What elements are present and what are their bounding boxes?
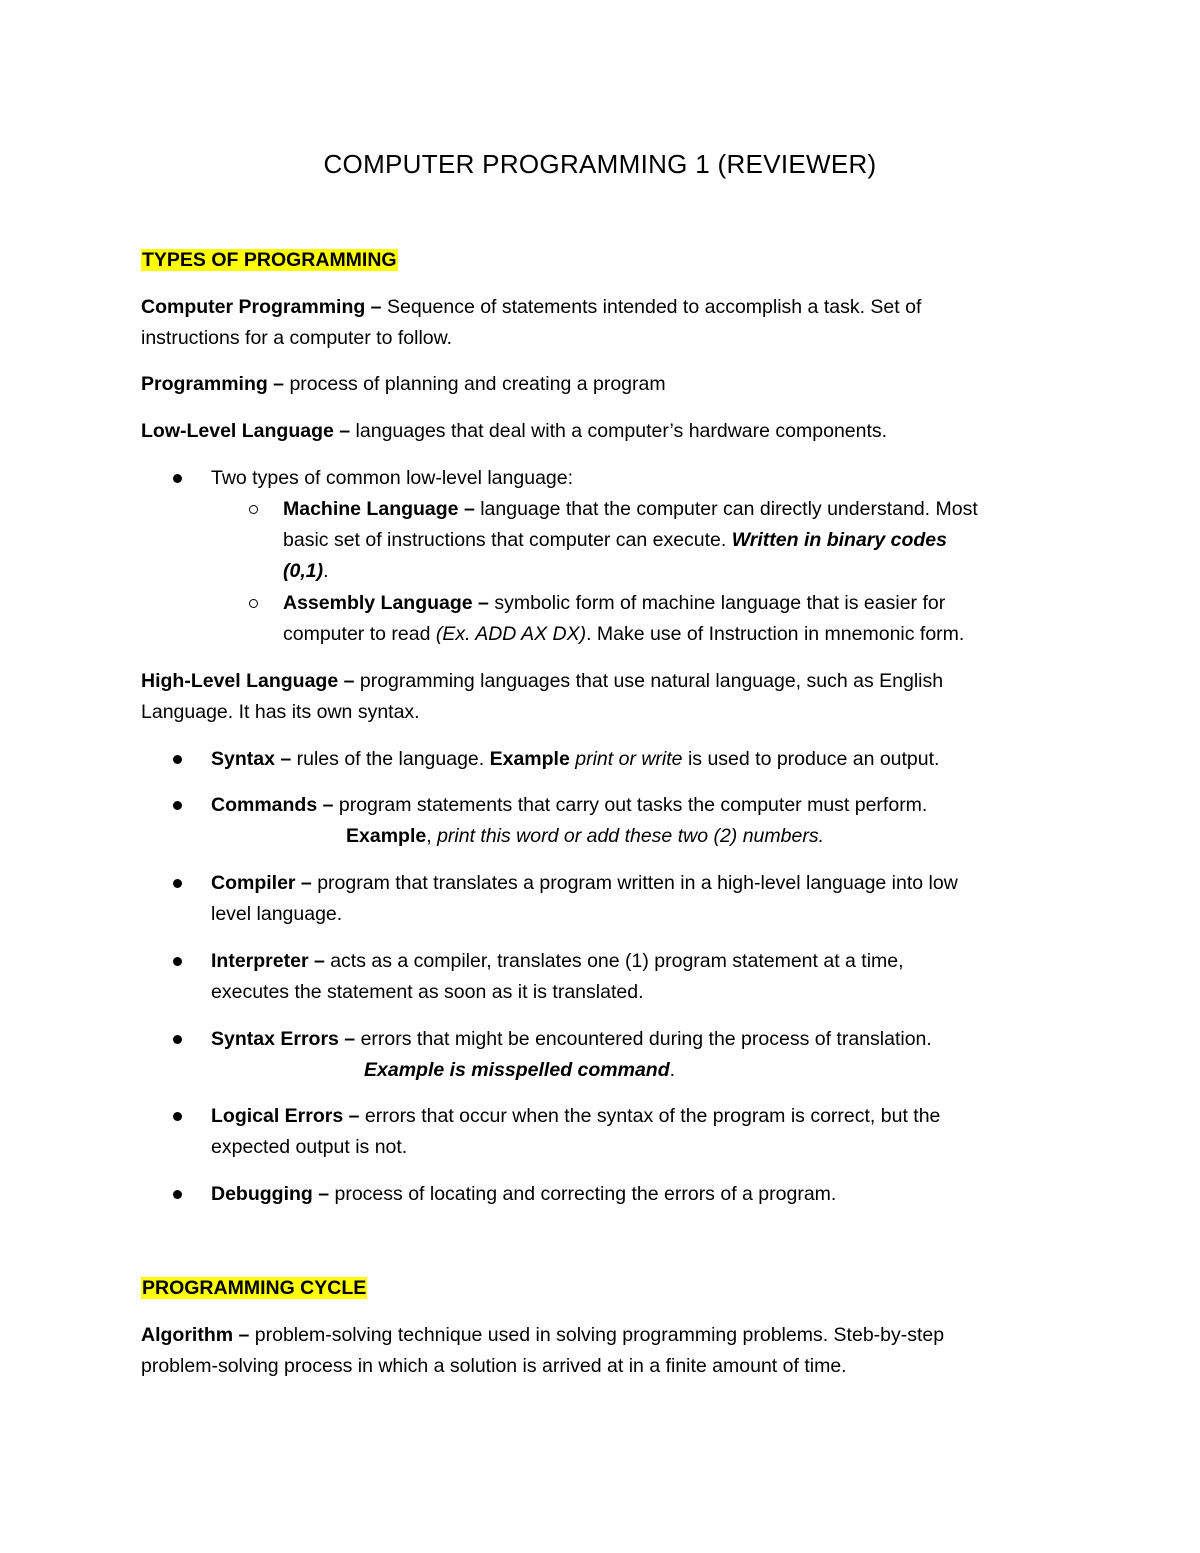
definition: errors that occur when the syntax of the program is correct, but the [359, 1105, 941, 1127]
item-commands-example [346, 821, 824, 852]
item-commands [211, 790, 927, 821]
period: . [669, 1059, 676, 1081]
term: Compiler – [211, 872, 312, 894]
term: Syntax Errors – [211, 1028, 356, 1050]
term: Interpreter – [211, 950, 325, 972]
example-label: Example [346, 825, 427, 847]
circle-bullet-icon [249, 505, 258, 514]
definition: problem-solving technique used in solving programming problems. Steb-by-step [249, 1324, 945, 1346]
def-programming [141, 369, 666, 400]
section-heading-types [141, 245, 398, 276]
def-machine-language-cont2 [283, 556, 329, 587]
term: Low-Level Language – [141, 420, 351, 442]
highlighted-heading: PROGRAMMING CYCLE [142, 1277, 367, 1299]
emphasis: Written in binary codes [731, 529, 947, 551]
term: Machine Language – [283, 498, 475, 520]
example: (Ex. ADD AX DX) [435, 623, 587, 645]
def-assembly-language [283, 588, 945, 619]
bullet-icon [173, 1190, 182, 1199]
definition: . Make use of Instruction in mnemonic form. [586, 623, 965, 645]
definition: rules of the language. [291, 748, 490, 770]
term: Computer Programming – [141, 296, 382, 318]
term: Syntax – [211, 748, 292, 770]
document-title: COMPUTER PROGRAMMING 1 (REVIEWER) [323, 149, 877, 179]
item-compiler [211, 868, 958, 899]
definition: programming languages that use natural language, such as English [354, 670, 944, 692]
bullet-icon [173, 1112, 182, 1121]
def-algorithm-cont: problem-solving process in which a solution is arrived at in a finite amount of time. [141, 1355, 847, 1377]
definition: language that the computer can directly understand. Most [474, 498, 978, 520]
definition: process of planning and creating a program [284, 373, 666, 395]
example-label: Example [489, 748, 570, 770]
term: High-Level Language – [141, 670, 355, 692]
definition: Sequence of statements intended to accomplish a task. Set of [381, 296, 922, 318]
term: Programming – [141, 373, 285, 395]
def-high-level-language [141, 666, 943, 697]
term: Debugging – [211, 1183, 330, 1205]
definition: acts as a compiler, translates one (1) program statement at a time, [324, 950, 904, 972]
period: . [323, 560, 329, 582]
definition: computer to read [283, 623, 436, 645]
comma: , [426, 825, 438, 847]
item-syntax [211, 744, 939, 775]
definition: languages that deal with a computer’s hardware components. [350, 420, 888, 442]
item-syntax-errors-example [364, 1055, 675, 1086]
bullet-icon [173, 957, 182, 966]
definition: Language. It has its own syntax. [141, 701, 420, 723]
definition: program statements that carry out tasks the computer must perform. [333, 794, 928, 816]
bullet-icon [173, 1035, 182, 1044]
item-logical-errors [211, 1101, 940, 1132]
term: Algorithm – [141, 1324, 250, 1346]
bullet-low-level-types: Two types of common low-level language: [211, 467, 574, 489]
bullet-icon [173, 755, 182, 764]
example: print or write [569, 748, 683, 770]
definition: basic set of instructions that computer can execute. [283, 529, 732, 551]
highlighted-heading: TYPES OF PROGRAMMING [142, 249, 397, 271]
bullet-icon [173, 879, 182, 888]
bullet-icon [173, 474, 182, 483]
definition: instructions for a computer to follow. [141, 327, 453, 349]
item-logical-errors-cont: expected output is not. [211, 1136, 408, 1158]
item-interpreter-cont: executes the statement as soon as it is translated. [211, 981, 644, 1003]
section-heading-cycle [141, 1273, 367, 1304]
def-low-level-language [141, 416, 887, 447]
term: Assembly Language – [283, 592, 489, 614]
def-algorithm [141, 1320, 944, 1351]
bullet-icon [173, 801, 182, 810]
term: Commands – [211, 794, 334, 816]
circle-bullet-icon [249, 599, 258, 608]
def-computer-programming-cont [141, 323, 452, 354]
definition: program that translates a program written in a high-level language into low [311, 872, 958, 894]
definition: errors that might be encountered during the process of translation. [355, 1028, 932, 1050]
example: Example is misspelled command [364, 1059, 670, 1081]
def-assembly-language-cont [283, 619, 964, 650]
def-machine-language-cont [283, 525, 947, 556]
term: Logical Errors – [211, 1105, 360, 1127]
definition: symbolic form of machine language that is easier for [488, 592, 946, 614]
example: print this word or add these two (2) numbers. [437, 825, 824, 847]
item-interpreter [211, 946, 904, 977]
item-syntax-errors [211, 1024, 932, 1055]
emphasis: (0,1) [283, 560, 324, 582]
item-debugging [211, 1179, 836, 1210]
definition: process of locating and correcting the errors of a program. [329, 1183, 837, 1205]
definition: is used to produce an output. [682, 748, 940, 770]
def-high-level-language-cont [141, 697, 420, 728]
def-machine-language [283, 494, 978, 525]
def-computer-programming [141, 292, 921, 323]
item-compiler-cont: level language. [211, 903, 343, 925]
